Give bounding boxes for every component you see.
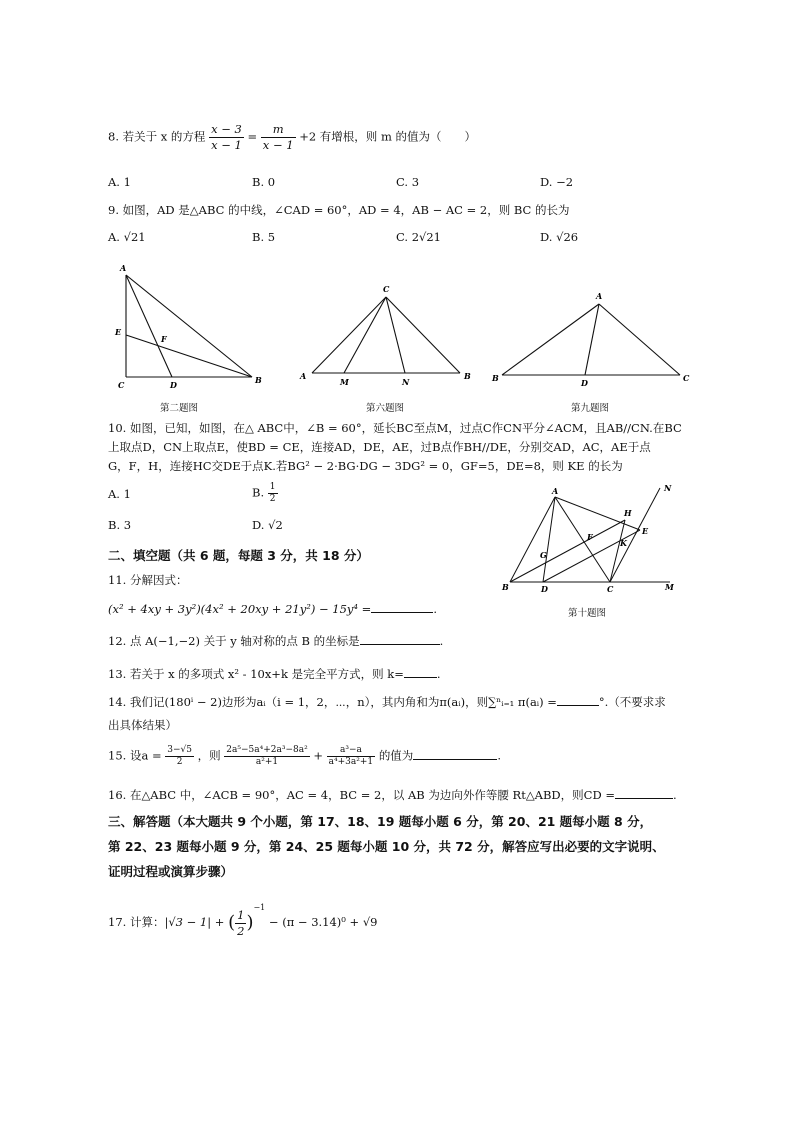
question-16: 16. 在△ABC 中，∠ACB = 90°，AC = 4，BC = 2，以 AB 为边向外作等腰 Rt△ABD，则CD = . (108, 788, 677, 802)
fig10-label-c: C (607, 584, 614, 594)
q13-text: 13. 若关于 x 的多项式 x² - 10x+k 是完全平方式，则 k= (108, 667, 404, 681)
fig9-caption: 第九题图 (571, 403, 610, 414)
fig2-label-c: C (118, 380, 125, 390)
q12-answer-blank[interactable] (360, 632, 440, 645)
q8-option-b: B. 0 (252, 175, 276, 189)
q9-option-b: B. 5 (252, 230, 276, 244)
question-11-expression: (x² + 4xy + 3y²)(4x² + 20xy + 21y²) − 15y⁴ = . (108, 602, 437, 616)
q10-option-a: A. 1 (108, 487, 131, 501)
question-10-line-3: G，F，H，连接HC交DE于点K.若BG² − 2·BG·DG − 3DG² = 0，GF=5，DE=8，则 KE 的长为 (108, 459, 623, 473)
fig10-label-a: A (552, 486, 559, 496)
fig10-label-k: K (620, 538, 627, 548)
q11-expr: (x² + 4xy + 3y²)(4x² + 20xy + 21y²) − 15y⁴ = (108, 602, 372, 616)
q15-mid: ，则 (197, 748, 221, 763)
q16-text: 16. 在△ABC 中，∠ACB = 90°，AC = 4，BC = 2，以 AB 为边向外作等腰 Rt△ABD，则CD = (108, 788, 615, 802)
q14-text: 14. 我们记(180ⁱ − 2)边形为aᵢ（i = 1，2，⋯，n），其内角和为π(aᵢ)，则∑ⁿᵢ₌₁ π(aᵢ) = (108, 695, 557, 709)
q15-a-fraction: $\frac{3-√5}{2}$ (167, 745, 192, 767)
figure-2-diagram (126, 275, 252, 377)
fig9-label-b: B (492, 373, 499, 383)
q16-answer-blank[interactable] (615, 786, 673, 799)
q17-exponent: −1 (253, 903, 266, 912)
question-14-line-2: 出具体结果） (108, 718, 177, 732)
q8-prefix: 8. 若关于 x 的方程 (108, 129, 206, 144)
fig9-label-c: C (683, 373, 690, 383)
figure-9-diagram (502, 304, 680, 375)
fig10-caption: 第十题图 (568, 608, 607, 619)
q12-text: 12. 点 A(−1,−2) 关于 y 轴对称的点 B 的坐标是 (108, 634, 360, 648)
fig2-label-e: E (115, 327, 122, 337)
q10-option-b-fraction: $\frac{1}{2}$ (269, 482, 276, 504)
fig10-label-m: M (665, 582, 674, 592)
q8-lhs-fraction: $\frac{x - 3}{x - 1}$ (211, 122, 242, 152)
q17-abs: |√3 − 1| (164, 915, 212, 929)
fig10-label-e: E (642, 526, 649, 536)
q8-option-c: C. 3 (396, 175, 420, 189)
q17-prefix: 17. 计算： (108, 915, 165, 929)
q14-answer-blank[interactable] (557, 693, 599, 706)
fig2-label-b: B (255, 375, 262, 385)
question-8 (108, 122, 476, 153)
q17-rest: − (π − 3.14)⁰ + √9 (268, 915, 378, 929)
question-15: 15. 设a = $\frac{3-√5}{2}$ ，则 $\frac{\text{2a⁵−5a⁴+2a³−8a²}}{\text{a²+1}}$ + $\frac{\text{a³−a}}{\text{a⁴+3a²+1}}$ 的值为 . (108, 745, 501, 767)
fig2-caption: 第二题图 (160, 403, 199, 414)
q9-option-d: D. √26 (540, 230, 579, 244)
fig9-label-a: A (596, 291, 603, 301)
figure-6-diagram (312, 297, 460, 373)
question-17: 17. 计算：|√3 − 1| + ( $\frac{1}{2}$ )$^{-1}$ − (π − 3.14)⁰ + √9 (108, 903, 378, 938)
question-11-title: 11. 分解因式： (108, 573, 188, 587)
q15-fraction-1: $\frac{\text{2a⁵−5a⁴+2a³−8a²}}{\text{a²+1}}$ (226, 745, 308, 767)
q10-option-b: B. $\frac{1}{2}$ (252, 482, 276, 504)
q11-answer-blank[interactable] (371, 600, 433, 613)
q17-plus: + (214, 915, 225, 929)
section-3-line-2: 第 22、23 题每小题 9 分，第 24、25 题每小题 10 分，共 72 分，解答应写出必要的文字说明、 (108, 839, 665, 854)
fig10-label-h: H (624, 508, 632, 518)
q8-option-a: A. 1 (108, 175, 131, 189)
fig10-label-f: F (587, 532, 593, 542)
q8-rhs-fraction: $\frac{m}{x - 1}$ (262, 122, 294, 152)
section-3-line-1: 三、解答题（本大题共 9 个小题，第 17、18、19 题每小题 6 分，第 20、21 题每小题 8 分， (108, 814, 653, 829)
q8-suffix: +2 有增根，则 m 的值为（ ） (299, 129, 477, 144)
question-10-line-1: 10. 如图，已知，如图，在△ ABC中，∠B = 60°，延长BC至点M，过点C作CN平分∠ACM，且AB//CN.在BC (108, 421, 682, 435)
question-9: 9. 如图，AD 是△ABC 的中线，∠CAD = 60°，AD = 4，AB − AC = 2，则 BC 的长为 (108, 203, 570, 217)
q9-option-a: A. √21 (108, 230, 146, 244)
q15-answer-blank[interactable] (413, 747, 497, 760)
question-10-line-2: 上取点D，CN上取点E，使BD = CE，连接AD，DE，AE，过B点作BH//DE，分别交AD，AC，AE于点 (108, 440, 651, 454)
fig2-label-a: A (120, 263, 127, 273)
fig6-label-m: M (340, 377, 349, 387)
fig10-label-d: D (541, 584, 548, 594)
q14-text-end: °.（不要求求 (598, 695, 666, 709)
q10-option-d: D. √2 (252, 518, 283, 532)
fig9-label-d: D (581, 378, 588, 388)
q10-option-c: B. 3 (108, 518, 132, 532)
q15-plus: + (313, 748, 324, 763)
fig6-label-n: N (402, 377, 410, 387)
fig10-label-n: N (664, 483, 672, 493)
fig2-label-d: D (170, 380, 177, 390)
fig10-label-g: G (540, 550, 547, 560)
q9-option-c: C. 2√21 (396, 230, 441, 244)
q15-fraction-2: $\frac{\text{a³−a}}{\text{a⁴+3a²+1}}$ (328, 745, 374, 767)
section-2-title: 二、填空题（共 6 题，每题 3 分，共 18 分） (108, 548, 369, 563)
q8-equals: = (247, 129, 258, 144)
fig6-caption: 第六题图 (366, 403, 405, 414)
fig6-label-a: A (300, 371, 307, 381)
fig6-label-b: B (464, 371, 471, 381)
fig6-label-c: C (383, 284, 390, 294)
figures-row (0, 255, 794, 415)
q15-prefix: 15. 设a = (108, 748, 162, 763)
section-3-line-3: 证明过程或演算步骤） (108, 864, 234, 879)
q8-option-d: D. −2 (540, 175, 574, 189)
question-13: 13. 若关于 x 的多项式 x² - 10x+k 是完全平方式，则 k= . (108, 667, 441, 681)
q17-half-fraction: $\frac{1}{2}$ (237, 907, 245, 938)
question-12: 12. 点 A(−1,−2) 关于 y 轴对称的点 B 的坐标是 . (108, 634, 444, 648)
q15-suffix: 的值为 (378, 748, 414, 763)
question-14-line-1 (108, 693, 666, 710)
fig2-label-f: F (161, 334, 167, 344)
fig10-label-b: B (502, 582, 509, 592)
q13-answer-blank[interactable] (404, 665, 437, 678)
figure-10-diagram (495, 482, 695, 602)
